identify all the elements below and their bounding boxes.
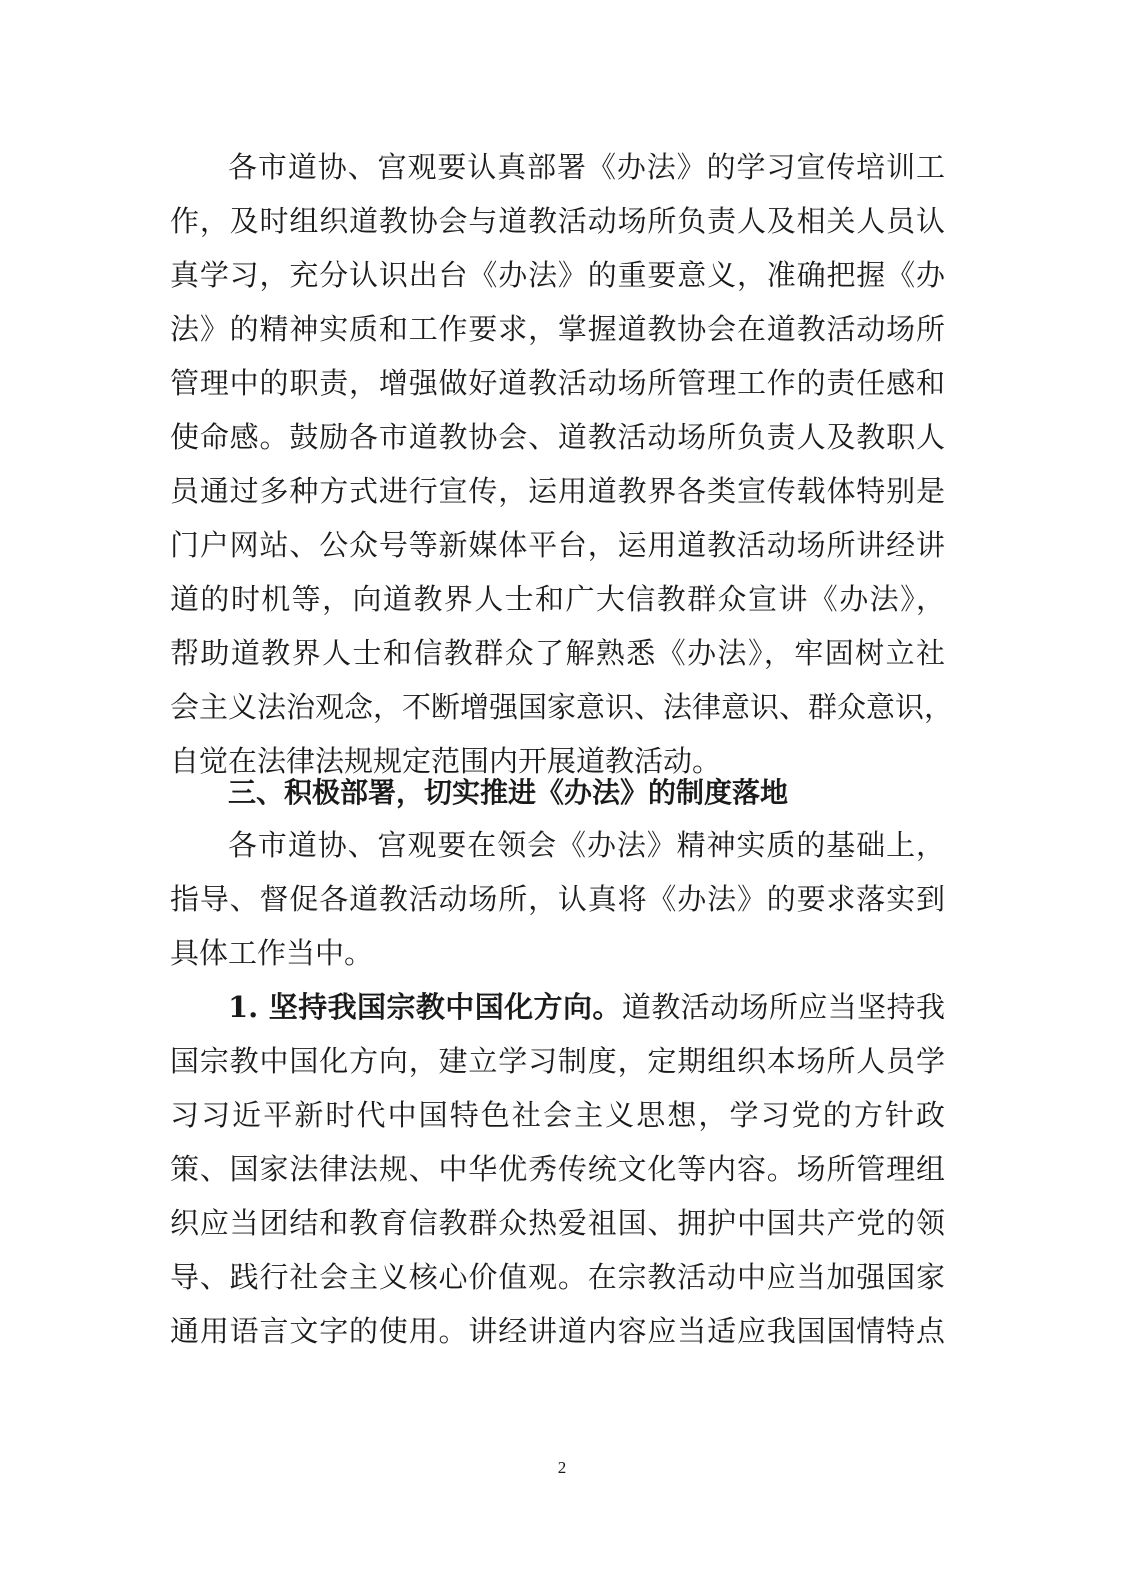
paragraph-line: 导、践行社会主义核心价值观。在宗教活动中应当加强国家 [170, 1260, 945, 1294]
numbered-paragraph-first-line [228, 982, 945, 1032]
numbered-item-lead: 1. 坚持我国宗教中国化方向。 [228, 990, 622, 1024]
paragraph-line: 具体工作当中。 [170, 936, 374, 970]
paragraph-line: 自觉在法律法规规定范围内开展道教活动。 [170, 744, 722, 778]
paragraph-line: 帮助道教界人士和信教群众了解熟悉《办法》，牢固树立社 [170, 636, 945, 670]
paragraph-line: 会主义法治观念，不断增强国家意识、法律意识、群众意识， [170, 690, 954, 724]
paragraph-line: 习习近平新时代中国特色社会主义思想，学习党的方针政 [170, 1098, 945, 1132]
paragraph-line: 指导、督促各道教活动场所，认真将《办法》的要求落实到 [170, 882, 945, 916]
numbered-item-text: 道教活动场所应当坚持我 [621, 990, 945, 1024]
paragraph-line: 作，及时组织道教协会与道教活动场所负责人及相关人员认 [170, 204, 945, 238]
paragraph-line: 道的时机等，向道教界人士和广大信教群众宣讲《办法》， [170, 582, 945, 616]
section-heading: 三、积极部署，切实推进《办法》的制度落地 [228, 776, 789, 809]
paragraph-line: 门户网站、公众号等新媒体平台，运用道教活动场所讲经讲 [170, 528, 945, 562]
paragraph-line: 国宗教中国化方向，建立学习制度，定期组织本场所人员学 [170, 1044, 945, 1078]
page-number: 2 [557, 1458, 567, 1477]
paragraph-line: 管理中的职责，增强做好道教活动场所管理工作的责任感和 [170, 366, 945, 400]
paragraph-line: 各市道协、宫观要认真部署《办法》的学习宣传培训工 [228, 150, 945, 184]
paragraph-line: 策、国家法律法规、中华优秀传统文化等内容。场所管理组 [170, 1152, 945, 1186]
paragraph-line: 员通过多种方式进行宣传，运用道教界各类宣传载体特别是 [170, 474, 945, 508]
paragraph-line: 使命感。鼓励各市道教协会、道教活动场所负责人及教职人 [170, 420, 945, 454]
paragraph-line: 真学习，充分认识出台《办法》的重要意义，准确把握《办 [170, 258, 945, 292]
paragraph-line: 法》的精神实质和工作要求，掌握道教协会在道教活动场所 [170, 312, 945, 346]
paragraph-line: 通用语言文字的使用。讲经讲道内容应当适应我国国情特点 [170, 1314, 945, 1348]
paragraph-line: 各市道协、宫观要在领会《办法》精神实质的基础上， [228, 828, 945, 862]
paragraph-line: 织应当团结和教育信教群众热爱祖国、拥护中国共产党的领 [170, 1206, 945, 1240]
